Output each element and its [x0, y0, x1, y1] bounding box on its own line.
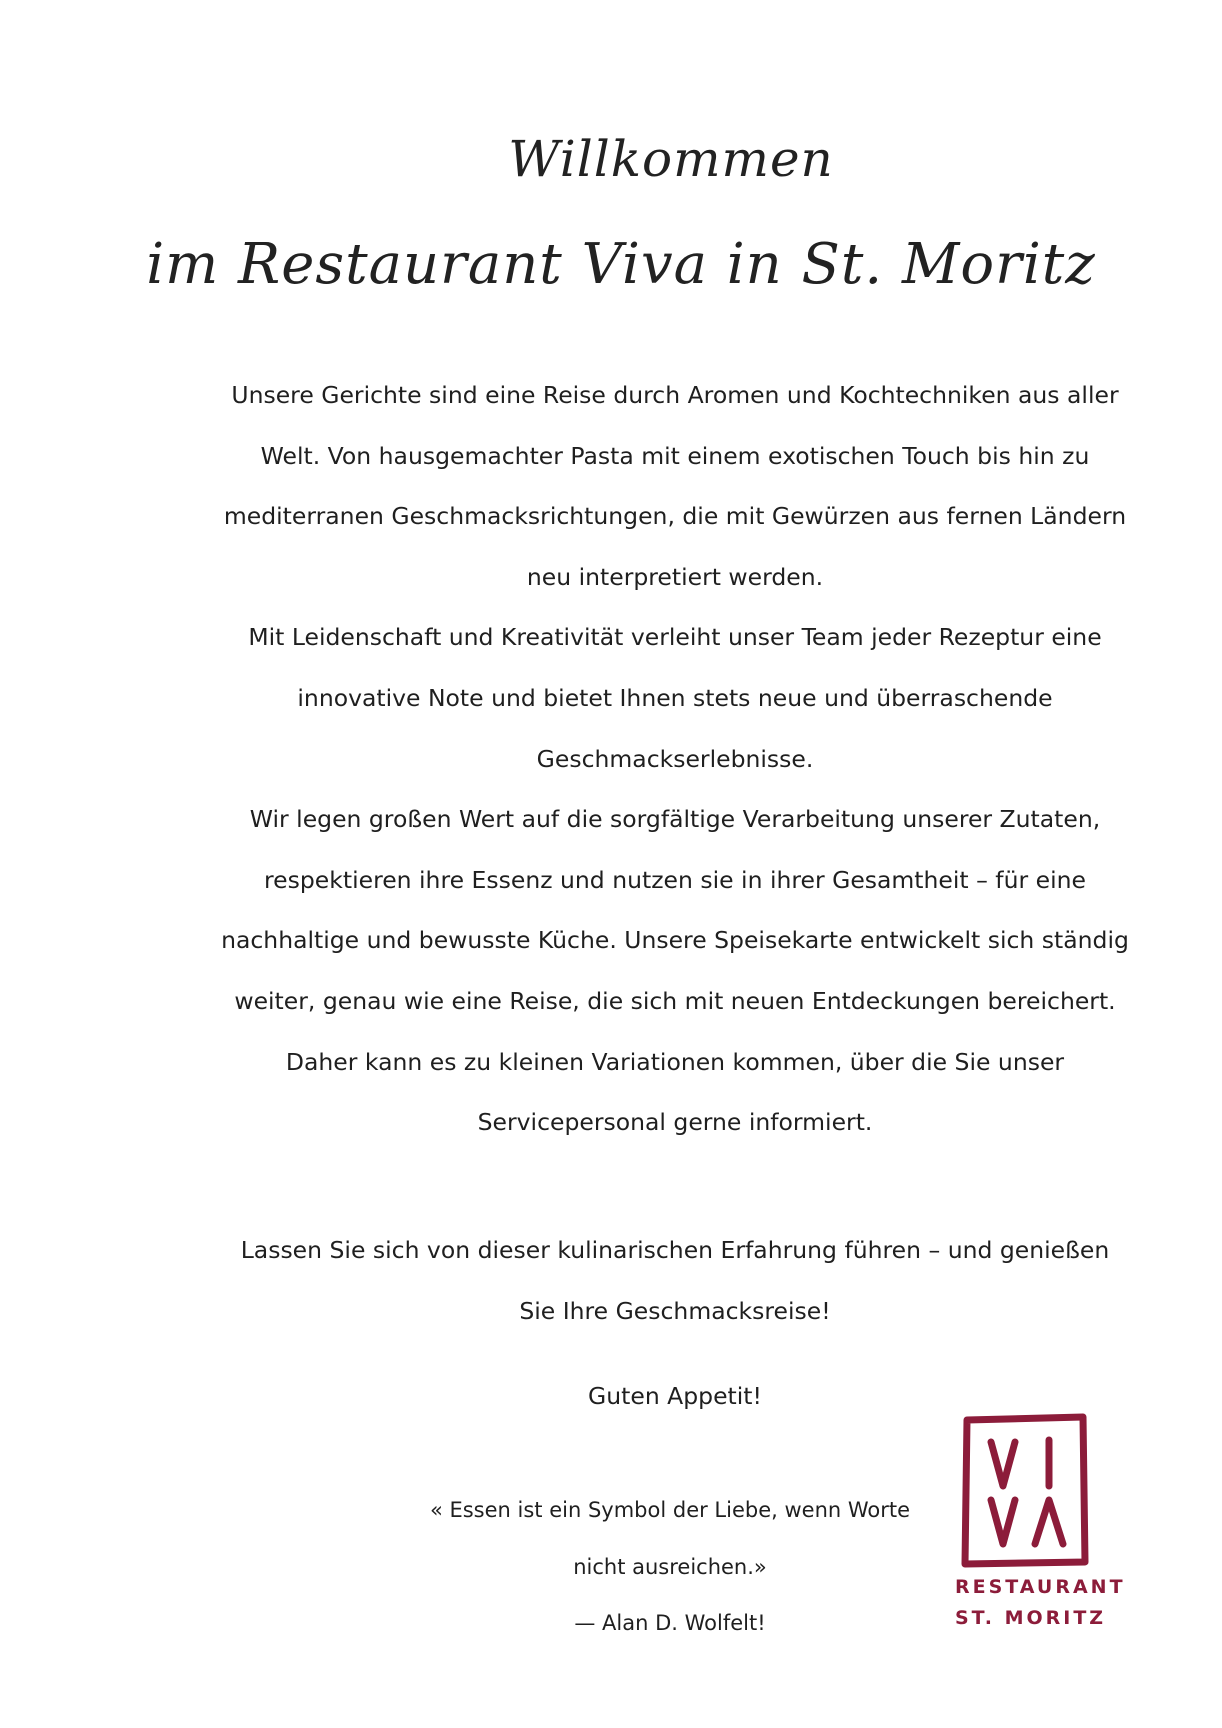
restaurant-logo [955, 1412, 1126, 1629]
viva-logo-icon [961, 1412, 1089, 1568]
intro-text [220, 365, 1130, 1153]
closing-text: Lassen Sie sich von dieser kulinarischen Erfahrung führen – und genießen Sie Ihre Geschmacksreise! [240, 1236, 1110, 1325]
quote-author: — Alan D. Wolfelt! [574, 1611, 766, 1635]
viva-logo-mark [961, 1412, 1089, 1568]
logo-caption-line2: ST. MORITZ [955, 1607, 1107, 1629]
welcome-heading: Willkommen [508, 130, 834, 188]
intro-paragraph-2: Mit Leidenschaft und Kreativität verleiht unser Team jeder Rezeptur eine innovative Note und bietet Ihnen stets neue und überraschende Geschmackserlebnisse. [248, 623, 1102, 773]
logo-caption [955, 1572, 1125, 1634]
guten-appetit: Guten Appetit! [588, 1382, 762, 1410]
logo-caption-line1: RESTAURANT [955, 1576, 1126, 1598]
intro-paragraph-3: Wir legen großen Wert auf die sorgfältige Verarbeitung unserer Zutaten, respektieren ihre Essenz und nutzen sie in ihrer Gesamtheit – für eine nachhaltige und bewusste Küche. Unsere Speisekarte entwickelt sich ständig weiter, genau wie eine Reise, die sich mit neuen Entdeckungen bereichert. Daher kann es zu kleinen Variationen kommen, über die Sie unser Servicepersonal gerne informiert. [221, 805, 1129, 1137]
quote-block [420, 1482, 920, 1652]
intro-paragraph-1: Unsere Gerichte sind eine Reise durch Aromen und Kochtechniken aus aller Welt. Von hausgemachter Pasta mit einem exotischen Touch bis hin zu mediterranen Geschmacksrichtungen, die mit Gewürzen aus fernen Ländern neu interpretiert werden. [223, 381, 1127, 591]
welcome-subheading: im Restaurant Viva in St. Moritz [146, 232, 1096, 297]
quote-text: « Essen ist ein Symbol der Liebe, wenn Worte nicht ausreichen.» [429, 1498, 911, 1579]
